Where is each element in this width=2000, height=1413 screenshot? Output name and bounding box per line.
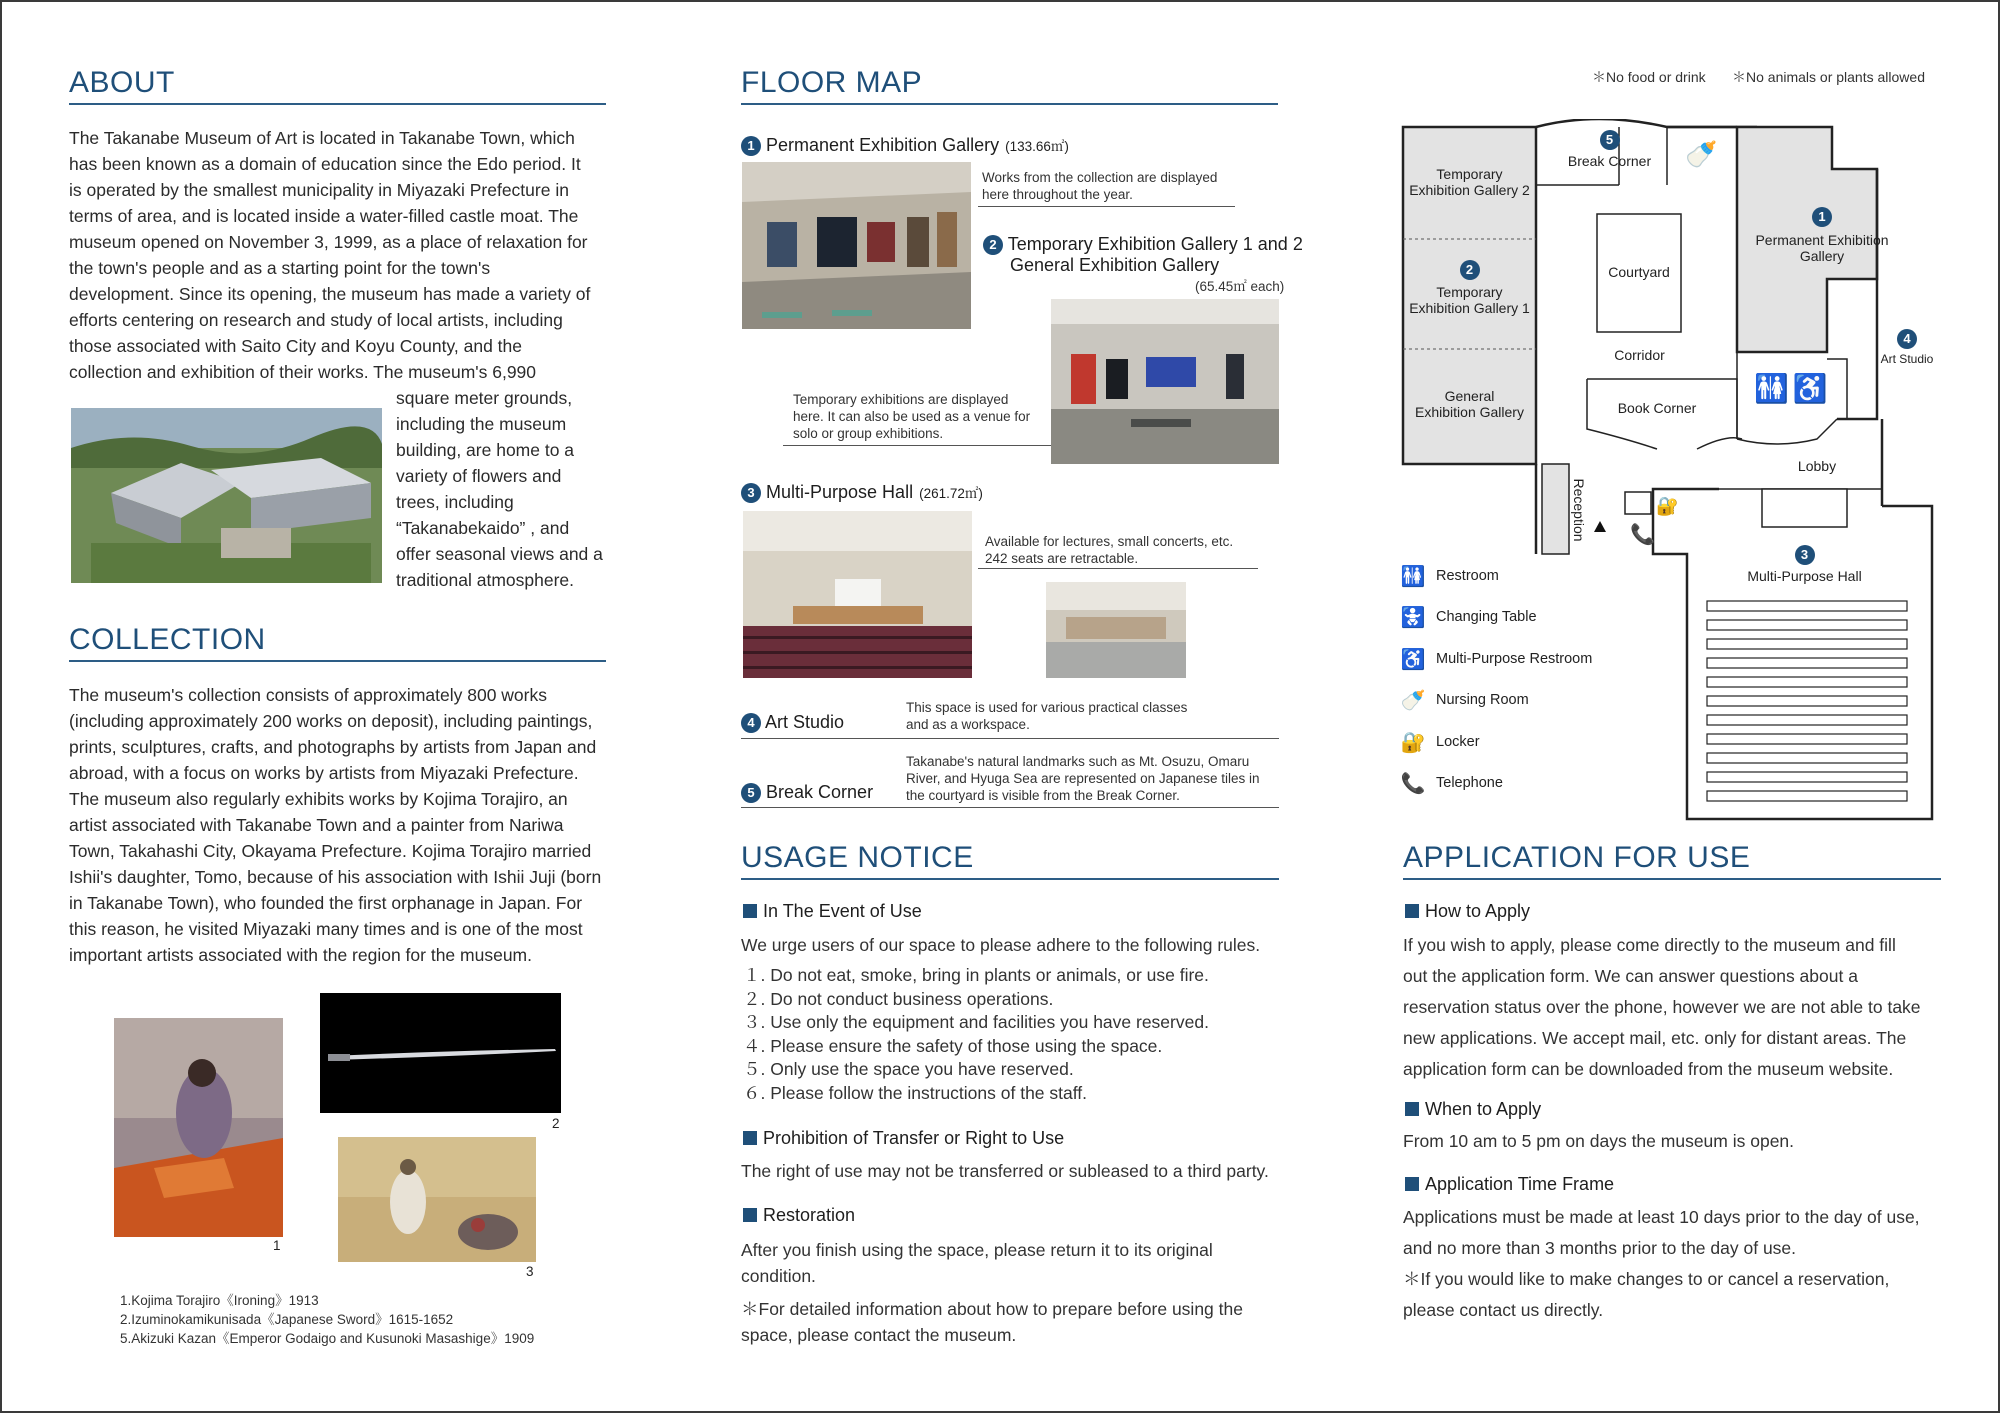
about-line: museum opened on November 3, 1999, as a place of relaxation for	[69, 232, 588, 252]
hall-empty-photo	[1046, 582, 1186, 678]
artwork-emperor-image	[338, 1137, 536, 1262]
room-label: Temporary	[1436, 166, 1503, 182]
room-general	[1403, 388, 1536, 420]
room-label: Exhibition Gallery 2	[1409, 182, 1530, 198]
rule-item: １. Do not eat, smoke, bring in plants or animals, or use fire.	[743, 965, 1209, 985]
about-line: those associated with Saito City and Koyu County, and the	[69, 336, 523, 356]
legend-label: Multi-Purpose Restroom	[1436, 651, 1593, 667]
room-label: Permanent Exhibition	[1755, 232, 1889, 248]
section-title-text: How to Apply	[1425, 901, 1531, 921]
item-temporary-desc	[793, 391, 1030, 442]
item-title-text: Multi-Purpose Hall	[766, 482, 914, 502]
room-lobby: Lobby	[1797, 458, 1837, 474]
room-temporary-1	[1403, 260, 1536, 316]
room-label: Break Corner	[1567, 153, 1652, 169]
text-line: If you wish to apply, please come directly to the museum and fill	[1403, 935, 1896, 955]
number-badge: 3	[1795, 545, 1815, 565]
about-line: building, are home to a	[396, 440, 575, 460]
desc-line: solo or group exhibitions.	[793, 426, 944, 441]
square-bullet-icon	[1405, 1177, 1419, 1191]
number-badge: 1	[741, 136, 761, 156]
about-line: “Takanabekaido” , and	[396, 518, 570, 538]
number-badge: 2	[983, 235, 1003, 255]
square-bullet-icon	[743, 1208, 757, 1222]
item-title-text: Temporary Exhibition Gallery 1 and 2	[1007, 234, 1303, 254]
room-corridor: Corridor	[1614, 347, 1665, 363]
legend-changing-table	[1400, 602, 1537, 632]
rule-item: ４. Please ensure the safety of those using the space.	[743, 1035, 1163, 1056]
rule-item: ３. Use only the equipment and facilities you have reserved.	[743, 1012, 1209, 1032]
desc-rule	[783, 445, 1051, 446]
item-hall-desc	[985, 533, 1233, 567]
desc-line: Takanabe's natural landmarks such as Mt. Osuzu, Omaru	[906, 754, 1250, 769]
section-title-text: When to Apply	[1425, 1099, 1542, 1119]
about-line: terms of area, and is located inside a water-filled castle moat. The	[69, 206, 579, 226]
number-badge: 2	[1460, 260, 1480, 280]
floor-map-rule	[741, 103, 1278, 105]
desc-line: the courtyard is visible from the Break Corner.	[906, 788, 1180, 803]
usage-intro: We urge users of our space to please adhere to the following rules.	[741, 935, 1261, 955]
figure-number-2: 2	[552, 1116, 560, 1131]
usage-rule	[741, 878, 1279, 880]
text-line: and no more than 3 months prior to the day of use.	[1403, 1238, 1797, 1258]
about-line: collection and exhibition of their works. The museum's 6,990	[69, 362, 537, 382]
number-badge: 4	[1897, 329, 1917, 349]
desc-line: Available for lectures, small concerts, etc.	[985, 534, 1234, 549]
number-badge: 5	[741, 783, 761, 803]
legend-label: Telephone	[1436, 775, 1503, 791]
map-note-animals: ＊No animals or plants allowed	[1732, 69, 1925, 85]
hall-seats-photo	[743, 511, 972, 678]
text-line: space, please contact the museum.	[741, 1325, 1017, 1345]
rule-item: ５. Only use the space you have reserved.	[743, 1059, 1074, 1079]
room-label: Temporary	[1436, 284, 1503, 300]
collection-line: The museum's collection consists of approximately 800 works	[69, 685, 547, 705]
room-reception: Reception	[1571, 478, 1587, 542]
legend-multipurpose-restroom	[1400, 644, 1592, 674]
collection-line: artist associated with Takanabe Town and a painter from Nariwa	[69, 815, 564, 835]
item-title-text: Permanent Exhibition Gallery	[766, 135, 1000, 155]
item-title-text: Break Corner	[766, 782, 874, 802]
section-title-text: In The Event of Use	[763, 901, 922, 921]
caption-line: 1.Kojima Torajiro《Ironing》1913	[120, 1293, 319, 1308]
about-text	[69, 125, 606, 385]
desc-rule	[741, 738, 1279, 739]
permanent-gallery-photo	[742, 162, 971, 329]
application-section-title	[1405, 1099, 1541, 1120]
locker-icon: 🔐	[1400, 731, 1426, 754]
item-permanent-desc	[982, 169, 1217, 203]
room-label: General	[1444, 388, 1495, 404]
about-line: including the museum	[396, 414, 567, 434]
collection-line: abroad, with a focus on works by artists from Miyazaki Prefecture.	[69, 763, 579, 783]
section-title-text: Restoration	[763, 1205, 856, 1225]
square-bullet-icon	[743, 1131, 757, 1145]
collection-line: Ishii's daughter, Tomo, because of his association with Ishii Juji (born	[69, 867, 602, 887]
collection-heading: COLLECTION	[69, 623, 266, 656]
legend-label: Nursing Room	[1436, 692, 1529, 708]
wheelchair-icon: ♿	[1400, 648, 1426, 671]
item-temporary-area: (65.45㎡ each)	[1195, 279, 1285, 294]
collection-line: important artists associated with the region for the museum.	[69, 945, 532, 965]
about-wrap-text	[396, 385, 606, 593]
usage-section-title	[743, 1205, 855, 1226]
room-multipurpose-hall	[1727, 545, 1882, 584]
item-break-desc	[906, 753, 1259, 804]
room-permanent	[1737, 207, 1907, 264]
about-line: the town's people and as a starting point for the town's	[69, 258, 491, 278]
museum-aerial-photo	[71, 408, 382, 583]
collection-line: (including approximately 200 works on deposit), including paintings,	[69, 711, 593, 731]
legend-restroom	[1400, 561, 1499, 591]
item-title-text: Art Studio	[765, 712, 845, 732]
application-heading: APPLICATION FOR USE	[1403, 841, 1751, 874]
usage-restoration-text	[741, 1237, 1213, 1289]
hall-seat-rows	[1707, 601, 1907, 801]
text-line: please contact us directly.	[1403, 1300, 1604, 1320]
application-how-text	[1403, 930, 1921, 1085]
section-title-text: Prohibition of Transfer or Right to Use	[763, 1128, 1065, 1148]
collection-line: The museum also regularly exhibits works by Kojima Torajiro, an	[69, 789, 568, 809]
number-badge: 3	[741, 483, 761, 503]
baby-bottle-icon: 🍼	[1685, 139, 1718, 169]
room-temporary-2	[1403, 166, 1536, 198]
text-line: ＊For detailed information about how to prepare before using the	[741, 1299, 1243, 1319]
about-line: trees, including	[396, 492, 514, 512]
artwork-captions	[120, 1291, 534, 1348]
room-label: Art Studio	[1880, 352, 1934, 366]
desc-line: here. It can also be used as a venue for	[793, 409, 1031, 424]
text-line: condition.	[741, 1266, 816, 1286]
restroom-icons: 🚻♿	[1754, 373, 1832, 404]
legend-label: Restroom	[1436, 568, 1499, 584]
about-line: The Takanabe Museum of Art is located in Takanabe Town, which	[69, 128, 575, 148]
about-line: square meter grounds,	[396, 388, 573, 408]
about-line: is operated by the smallest municipality in Miyazaki Prefecture in	[69, 180, 569, 200]
rule-item: ６. Please follow the instructions of the staff.	[743, 1082, 1088, 1103]
legend-label: Changing Table	[1436, 609, 1537, 625]
about-line: offer seasonal views and a	[396, 544, 603, 564]
figure-number-3: 3	[526, 1264, 534, 1279]
item-area: (133.66㎡)	[1005, 139, 1069, 154]
item-permanent-title	[741, 135, 1069, 156]
restroom-icon: 🚻	[1400, 565, 1426, 588]
room-label: Exhibition Gallery	[1415, 404, 1524, 420]
section-title-text: Application Time Frame	[1425, 1174, 1615, 1194]
map-note-food: ＊No food or drink	[1592, 69, 1706, 85]
telephone-icon: 📞	[1630, 524, 1655, 546]
about-line: development. Since its opening, the museum has made a variety of	[69, 284, 591, 304]
number-badge: 5	[1600, 130, 1620, 150]
application-section-title	[1405, 1174, 1614, 1195]
desc-line: River, and Hyuga Sea are represented on Japanese tiles in	[906, 771, 1260, 786]
application-when-text: From 10 am to 5 pm on days the museum is open.	[1403, 1131, 1795, 1151]
legend-label: Locker	[1436, 734, 1480, 750]
text-line: reservation status over the phone, however we are not able to take	[1403, 997, 1921, 1017]
usage-rules-list	[743, 964, 1209, 1105]
usage-note	[741, 1296, 1243, 1348]
item-break-title	[741, 782, 873, 803]
square-bullet-icon	[743, 904, 757, 918]
item-area: (261.72㎡)	[919, 486, 983, 501]
collection-line: in Takanabe Town), who founded the first orphanage in Japan. For	[69, 893, 583, 913]
rule-item: ２. Do not conduct business operations.	[743, 988, 1054, 1009]
locker-icon: 🔐	[1656, 496, 1679, 516]
changing-table-icon: 🚼	[1400, 606, 1426, 629]
item-hall-title	[741, 482, 983, 503]
about-line: variety of flowers and	[396, 466, 562, 486]
about-line: efforts centering on research and study of local artists, including	[69, 310, 563, 330]
figure-number-1: 1	[273, 1238, 281, 1253]
floor-map-heading: FLOOR MAP	[741, 66, 923, 99]
item-studio-title	[741, 712, 844, 733]
legend-telephone	[1400, 768, 1503, 798]
room-book-corner: Book Corner	[1617, 400, 1697, 416]
about-rule	[69, 103, 606, 105]
legend-nursing-room	[1400, 685, 1529, 715]
caption-line: 2.Izuminokamikunisada《Japanese Sword》1615-1652	[120, 1312, 454, 1327]
number-badge: 1	[1812, 207, 1832, 227]
desc-line: This space is used for various practical classes	[906, 700, 1188, 715]
usage-heading: USAGE NOTICE	[741, 841, 974, 874]
desc-rule	[978, 206, 1235, 207]
text-line: out the application form. We can answer questions about a	[1403, 966, 1858, 986]
text-line: ＊If you would like to make changes to or cancel a reservation,	[1403, 1269, 1890, 1289]
caption-line: 5.Akizuki Kazan《Emperor Godaigo and Kusunoki Masashige》1909	[120, 1331, 535, 1346]
square-bullet-icon	[1405, 1102, 1419, 1116]
item-studio-desc	[906, 699, 1187, 733]
collection-text	[69, 682, 606, 968]
text-line: new applications. We accept mail, etc. only for distant areas. The	[1403, 1028, 1907, 1048]
collection-line: prints, sculptures, crafts, and photographs by artists from Japan and	[69, 737, 597, 757]
room-courtyard: Courtyard	[1608, 264, 1670, 280]
legend-locker	[1400, 727, 1480, 757]
application-timeframe-text	[1403, 1202, 1920, 1326]
about-line: has been known as a domain of education since the Edo period. It	[69, 154, 581, 174]
number-badge: 4	[741, 713, 761, 733]
desc-rule	[978, 568, 1258, 569]
temporary-gallery-photo	[1051, 299, 1279, 464]
text-line: Applications must be made at least 10 days prior to the day of use,	[1403, 1207, 1920, 1227]
item-title-text: General Exhibition Gallery	[1010, 255, 1220, 276]
telephone-icon: 📞	[1400, 772, 1426, 795]
application-section-title	[1405, 901, 1530, 922]
usage-section-title	[743, 901, 922, 922]
collection-rule	[69, 660, 606, 662]
desc-line: Temporary exhibitions are displayed	[793, 392, 1009, 407]
item-temporary-title	[983, 234, 1303, 276]
text-line: application form can be downloaded from the museum website.	[1403, 1059, 1894, 1079]
desc-line: Works from the collection are displayed	[982, 170, 1218, 185]
desc-rule	[741, 807, 1279, 808]
collection-line: Town, Takahashi City, Okayama Prefecture. Kojima Torajiro married	[69, 841, 592, 861]
about-heading: ABOUT	[69, 66, 175, 99]
application-rule	[1403, 878, 1941, 880]
artwork-sword-image	[320, 993, 561, 1113]
desc-line: here throughout the year.	[982, 187, 1133, 202]
text-line: After you finish using the space, please return it to its original	[741, 1240, 1213, 1260]
desc-line: and as a workspace.	[906, 717, 1030, 732]
about-line: traditional atmosphere.	[396, 570, 575, 590]
baby-bottle-icon: 🍼	[1400, 689, 1426, 712]
square-bullet-icon	[1405, 904, 1419, 918]
usage-transfer-text: The right of use may not be transferred or subleased to a third party.	[741, 1161, 1269, 1181]
room-label: Multi-Purpose Hall	[1747, 568, 1862, 584]
room-art-studio	[1874, 329, 1940, 367]
map-legend	[1400, 561, 1640, 795]
room-break-corner	[1547, 130, 1672, 169]
artwork-ironing-image	[114, 1018, 283, 1237]
collection-line: this reason, he visited Miyazaki many times and is one of the most	[69, 919, 583, 939]
desc-line: 242 seats are retractable.	[985, 551, 1139, 566]
room-label: Gallery	[1799, 248, 1845, 264]
room-label: Exhibition Gallery 1	[1409, 300, 1530, 316]
usage-section-title	[743, 1128, 1064, 1149]
